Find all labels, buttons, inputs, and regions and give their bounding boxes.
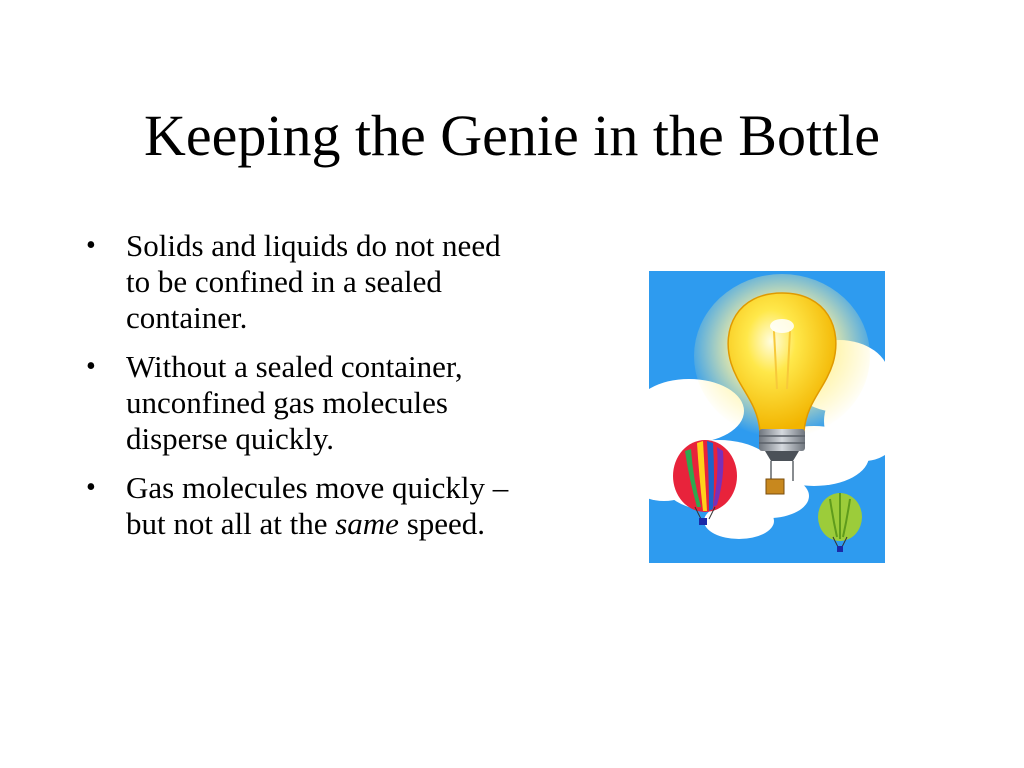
bullet-text: Solids and liquids do not need to be confined in a sealed container.: [126, 228, 501, 335]
bullet-text-end: speed.: [398, 506, 486, 541]
light-bulb-balloon-illustration: [649, 271, 885, 563]
bullet-item: [84, 470, 514, 542]
bullet-item: [84, 349, 514, 457]
bullet-marker: •: [86, 351, 96, 382]
bullet-marker: •: [86, 230, 96, 261]
bullet-item: [84, 228, 514, 336]
bullet-emphasis: same: [335, 506, 399, 541]
bullet-list: [84, 228, 514, 555]
illustration-svg: [649, 271, 885, 563]
bullet-text-start: Gas molecules move quickly – but not all at the: [126, 470, 509, 541]
bullet-marker: •: [86, 472, 96, 503]
bullet-text: Without a sealed container, unconfined gas molecules disperse quickly.: [126, 349, 463, 456]
slide-title: Keeping the Genie in the Bottle: [143, 103, 881, 168]
